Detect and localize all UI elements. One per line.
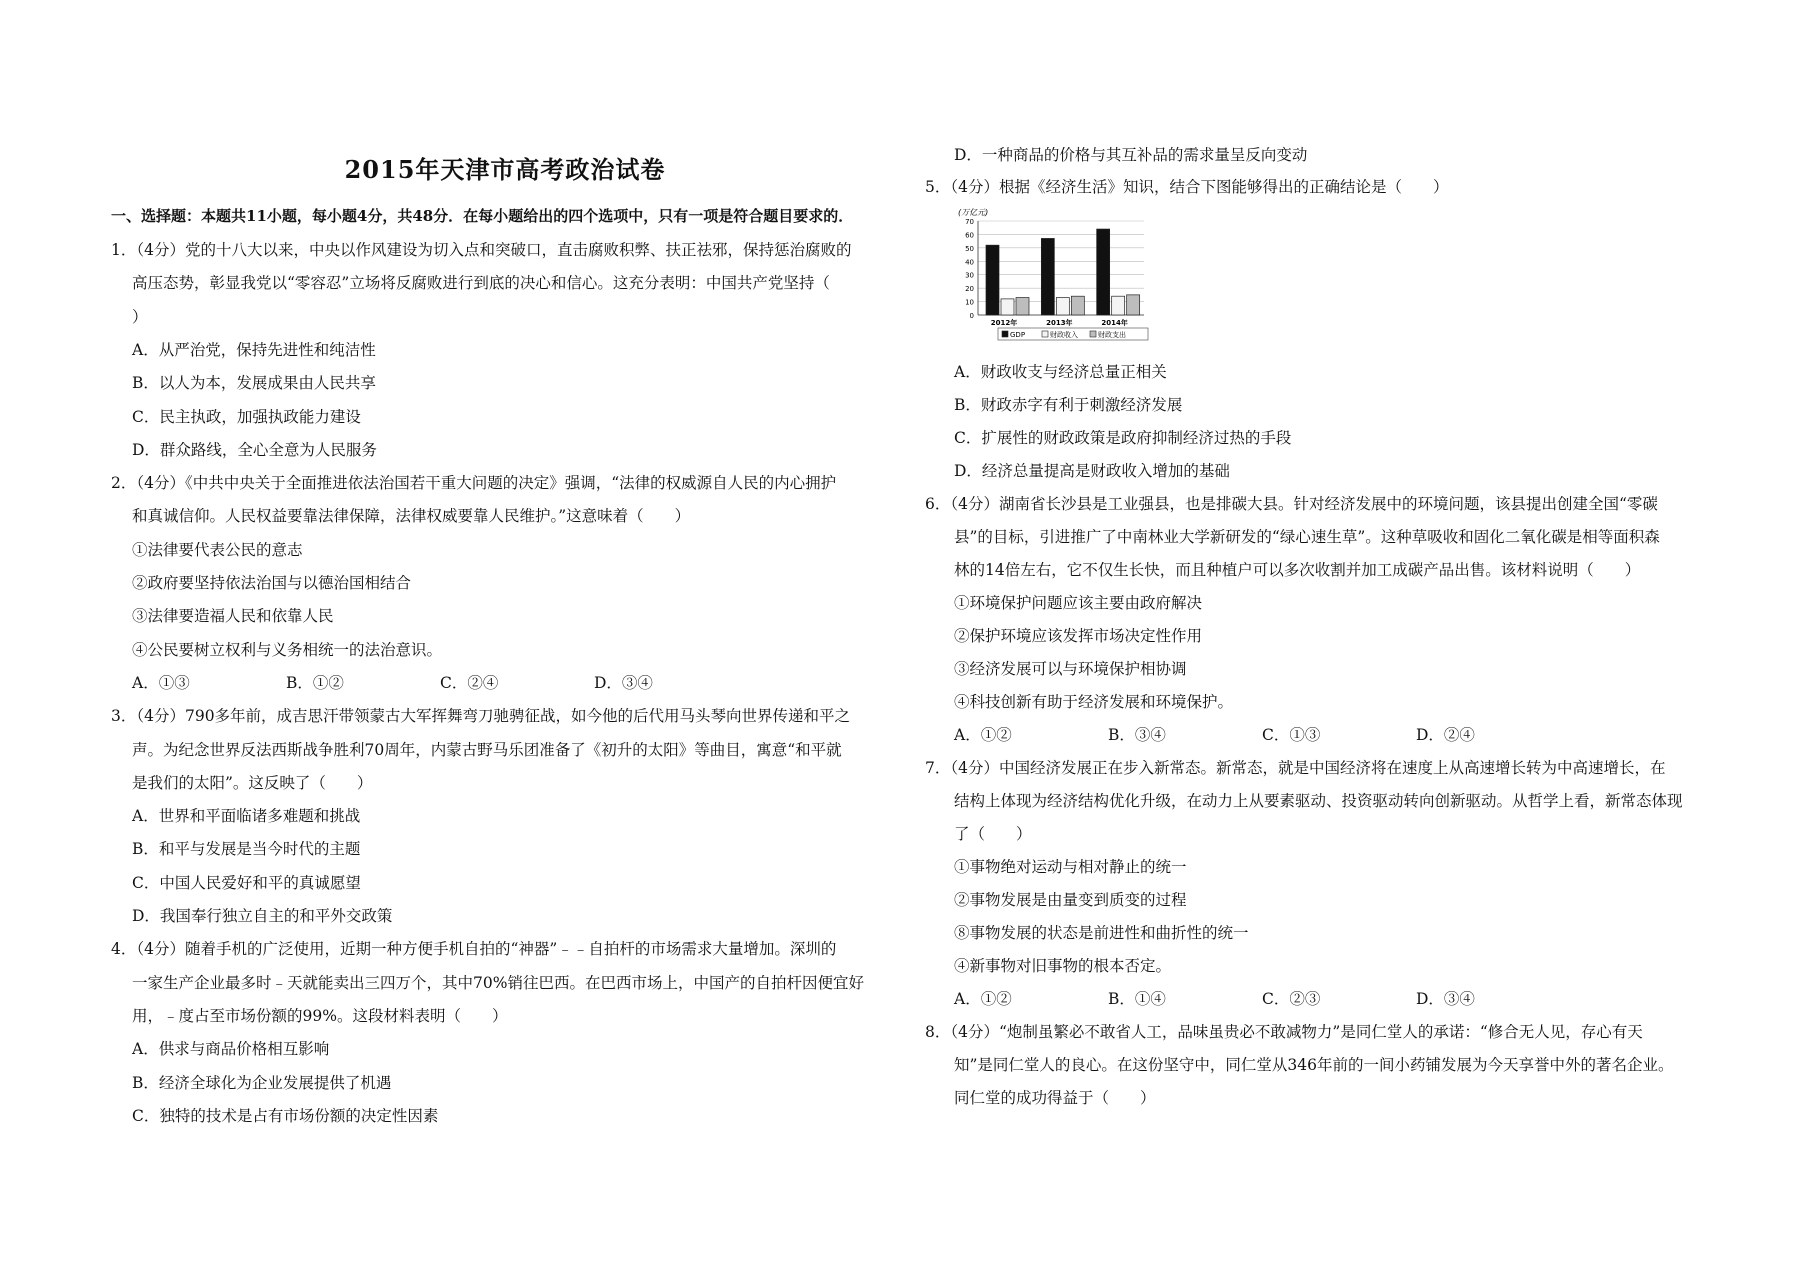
answer-option: C．②④ — [440, 673, 499, 692]
x-tick-label: 2014年 — [1101, 319, 1128, 327]
bar-chart — [954, 205, 1149, 350]
question-line: 同仁堂的成功得益于（ ） — [954, 1089, 1156, 1107]
answer-option: D．③④ — [594, 673, 653, 692]
question-line: ） — [132, 307, 148, 326]
question-stem: 8．（4分）“炮制虽繁必不敢省人工，品味虽贵必不敢减物力”是同仁堂人的承诺：“修合无人见，存心有天 — [925, 1023, 1643, 1041]
question-line: ④科技创新有助于经济发展和环境保护。 — [954, 693, 1234, 711]
question-line: D．一种商品的价格与其互补品的需求量呈反向变动 — [954, 146, 1308, 164]
question-line: C．扩展性的财政政策是政府抑制经济过热的手段 — [954, 429, 1292, 447]
bar-财政支出 — [1071, 296, 1084, 315]
question-line: B．以人为本，发展成果由人民共享 — [132, 374, 376, 393]
answer-option: B．①④ — [1108, 990, 1166, 1008]
question-line: ⑧事物发展的状态是前进性和曲折性的统一 — [954, 924, 1249, 942]
legend-label: 财政支出 — [1098, 331, 1126, 339]
answer-option: B．③④ — [1108, 726, 1166, 744]
question-line: A．财政收支与经济总量正相关 — [954, 363, 1167, 381]
question-line: C．民主执政，加强执政能力建设 — [132, 407, 361, 426]
x-tick-label: 2012年 — [990, 319, 1018, 327]
answer-option: A．①③ — [132, 673, 190, 692]
y-tick-label: 0 — [969, 312, 974, 320]
question-line: ④公民要树立权利与义务相统一的法治意识。 — [132, 640, 443, 659]
question-stem: 6．（4分）湖南省长沙县是工业强县，也是排碳大县。针对经济发展中的环境问题，该县提出创建全国“零碳 — [925, 495, 1658, 513]
answer-option: D．③④ — [1416, 990, 1475, 1008]
question-line: ①环境保护问题应该主要由政府解决 — [954, 594, 1203, 612]
question-line: ②事物发展是由量变到质变的过程 — [954, 891, 1187, 909]
question-line: ②保护环境应该发挥市场决定性作用 — [954, 627, 1203, 645]
question-line: ③法律要造福人民和依靠人民 — [132, 607, 334, 626]
y-tick-label: 10 — [965, 298, 974, 307]
question-stem: 4．（4分）随着手机的广泛使用，近期一种方便手机自拍的“神器”﹣﹣自拍杆的市场需求大量增加。深圳的 — [111, 940, 837, 959]
question-line: D．我国奉行独立自主的和平外交政策 — [132, 907, 393, 925]
question-line: 了（ ） — [954, 825, 1032, 843]
question-line: 用，﹣度占至市场份额的99%。这段材料表明（ ） — [132, 1006, 508, 1025]
chart-unit-label: (万亿元) — [958, 208, 989, 217]
legend-label: 财政收入 — [1050, 331, 1078, 339]
question-line: D．经济总量提高是财政收入增加的基础 — [954, 462, 1230, 480]
question-stem: 2．（4分）《中共中央关于全面推进依法治国若干重大问题的决定》强调，“法律的权威源自人民的内心拥护 — [111, 474, 837, 493]
question-stem: 3．（4分）790多年前，成吉思汗带领蒙古大军挥舞弯刀驰骋征战，如今他的后代用马头琴向世界传递和平之 — [111, 707, 851, 726]
bar-财政支出 — [1127, 295, 1140, 315]
question-line: D．群众路线，全心全意为人民服务 — [132, 440, 377, 459]
question-line: 一家生产企业最多时﹣天就能卖出三四万个，其中70%销往巴西。在巴西市场上，中国产的自拍杆因便宜好 — [132, 973, 864, 992]
question-line: 结构上体现为经济结构优化升级，在动力上从要素驱动、投资驱动转向创新驱动。从哲学上看，新常态体现 — [954, 792, 1683, 810]
answer-option: D．②④ — [1416, 726, 1475, 744]
bar-财政收入 — [1112, 296, 1125, 315]
question-line: 县”的目标，引进推广了中南林业大学新研发的“绿心速生草”。这种草吸收和固化二氧化碳是相等面积森 — [954, 528, 1660, 546]
x-tick-label: 2013年 — [1046, 319, 1073, 327]
question-stem: 1．（4分）党的十八大以来，中央以作风建设为切入点和突破口，直击腐败积弊、扶正祛邪，保持惩治腐败的 — [111, 241, 852, 259]
y-tick-label: 20 — [965, 285, 974, 294]
y-tick-label: 40 — [965, 258, 974, 267]
question-line: C．独特的技术是占有市场份额的决定性因素 — [132, 1106, 439, 1125]
question-line: A．从严治党，保持先进性和纯洁性 — [132, 340, 376, 359]
bar-GDP — [1097, 229, 1110, 315]
question-line: 是我们的太阳”。这反映了（ ） — [132, 773, 373, 792]
bar-财政收入 — [1001, 299, 1014, 315]
y-tick-label: 70 — [965, 218, 974, 226]
question-line: B．财政赤字有利于刺激经济发展 — [954, 396, 1183, 414]
y-tick-label: 60 — [965, 231, 974, 240]
legend-swatch — [1002, 331, 1008, 337]
question-line: ②政府要坚持依法治国与以德治国相结合 — [132, 574, 412, 592]
y-tick-label: 50 — [965, 244, 974, 253]
question-line: 高压态势，彰显我党以“零容忍”立场将反腐败进行到底的决心和信心。这充分表明：中国共产党坚持（ — [132, 274, 830, 293]
question-line: 和真诚信仰。人民权益要靠法律保障，法律权威要靠人民维护。”这意味着（ ） — [132, 507, 691, 526]
bar-财政支出 — [1016, 298, 1029, 315]
legend-swatch — [1042, 331, 1048, 337]
question-line: C．中国人民爱好和平的真诚愿望 — [132, 873, 361, 892]
page-title: 2015年天津市高考政治试卷 — [344, 155, 666, 184]
question-line: ③经济发展可以与环境保护相协调 — [954, 660, 1187, 678]
question-line: B．经济全球化为企业发展提供了机遇 — [132, 1073, 392, 1092]
answer-option: C．①③ — [1262, 726, 1321, 744]
question-line: A．供求与商品价格相互影响 — [132, 1040, 330, 1059]
question-line: ④新事物对旧事物的根本否定。 — [954, 957, 1172, 975]
question-line: 声。为纪念世界反法西斯战争胜利70周年，内蒙古野马乐团准备了《初升的太阳》等曲目，寓意“和平就 — [132, 740, 842, 759]
question-line: A．世界和平面临诸多难题和挑战 — [132, 807, 361, 826]
section-heading: 一、选择题：本题共11小题，每小题4分，共48分．在每小题给出的四个选项中，只有一项是符合题目要求的． — [111, 207, 854, 225]
question-line: 知”是同仁堂人的良心。在这份坚守中，同仁堂从346年前的一间小药铺发展为今天享誉中外的著名企业。 — [954, 1056, 1674, 1074]
question-line: ①法律要代表公民的意志 — [132, 540, 303, 559]
question-line: ①事物绝对运动与相对静止的统一 — [954, 858, 1187, 876]
answer-option: A．①② — [954, 726, 1012, 744]
legend-label: GDP — [1010, 331, 1026, 339]
question-stem: 7．（4分）中国经济发展正在步入新常态。新常态，就是中国经济将在速度上从高速增长转为中高速增长，在 — [925, 759, 1666, 777]
answer-option: A．①② — [954, 990, 1012, 1008]
question-stem: 5．（4分）根据《经济生活》知识，结合下图能够得出的正确结论是（ ） — [925, 178, 1449, 196]
bar-GDP — [986, 245, 999, 315]
bar-chart-svg — [954, 205, 1149, 350]
question-line: B．和平与发展是当今时代的主题 — [132, 840, 361, 859]
answer-option: C．②③ — [1262, 990, 1321, 1008]
legend-swatch — [1090, 331, 1096, 337]
question-line: 林的14倍左右，它不仅生长快，而且种植户可以多次收割并加工成碳产品出售。该材料说明（ ） — [954, 561, 1641, 579]
bar-GDP — [1041, 238, 1054, 315]
answer-option: B．①② — [286, 673, 344, 692]
y-tick-label: 30 — [965, 271, 974, 280]
bar-财政收入 — [1056, 298, 1069, 315]
